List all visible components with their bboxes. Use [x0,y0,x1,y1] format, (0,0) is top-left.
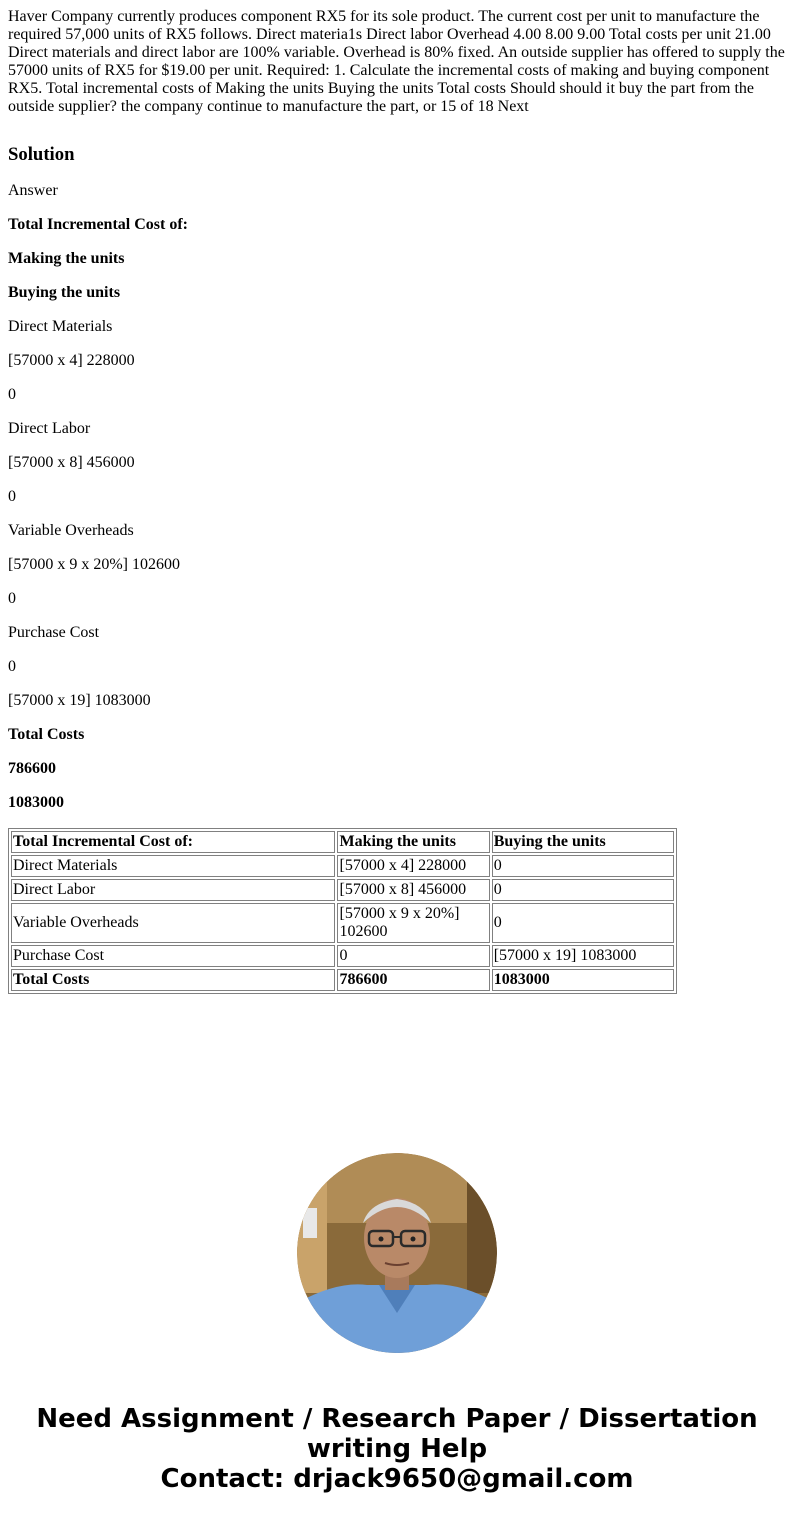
table-total-cell: 1083000 [492,969,674,991]
table-header-cell: Total Incremental Cost of: [11,831,335,853]
answer-line: Direct Materials [8,318,113,335]
answer-line: Variable Overheads [8,522,134,539]
answer-line: [57000 x 8] 456000 [8,454,135,471]
answer-line: 786600 [8,760,56,777]
answer-line: Making the units [8,250,125,267]
answer-line: 1083000 [8,794,64,811]
table-cell: [57000 x 8] 456000 [337,879,489,901]
answer-line: [57000 x 19] 1083000 [8,692,151,709]
author-avatar [297,1153,497,1353]
table-cell: [57000 x 9 x 20%] 102600 [337,903,489,943]
incremental-cost-table [8,828,677,994]
answer-lines [8,216,786,812]
table-row [11,903,674,943]
answer-line: 0 [8,658,16,675]
table-cell: Direct Materials [11,855,335,877]
table-cell: Direct Labor [11,879,335,901]
table-header-cell: Making the units [337,831,489,853]
answer-line: 0 [8,488,16,505]
table-cell: Purchase Cost [11,945,335,967]
avatar-portrait-image [297,1153,497,1353]
table-cell: 0 [492,879,674,901]
table-row [11,879,674,901]
table-total-cell: 786600 [337,969,489,991]
solution-heading: Solution [8,144,75,165]
answer-line: 0 [8,386,16,403]
answer-line: 0 [8,590,16,607]
answer-line: Purchase Cost [8,624,100,641]
answer-label: Answer [8,182,58,199]
answer-line: Buying the units [8,284,121,301]
promo-contact: Contact: drjack9650@gmail.com [160,1464,634,1494]
table-cell: [57000 x 4] 228000 [337,855,489,877]
promo-banner [0,1404,794,1494]
table-total-row [11,969,674,991]
table-cell: 0 [492,903,674,943]
answer-line: [57000 x 9 x 20%] 102600 [8,556,180,573]
answer-block [8,182,786,812]
question-text: Haver Company currently produces component RX5 for its sole product. The current cost per unit to manufacture the required 57,000 units of RX5 follows. Direct materia1s Direct labor Overhead 4.00 8.00 9.00 Total costs per unit 21.00 Direct materials and direct labor are 100% variable. Overhead is 80% fixed. An outside supplier has offered to supply the 57000 units of RX5 for $19.00 per unit. Required: 1. Calculate the incremental costs of making and buying component RX5. Total incremental costs of Making the units Buying the units Total costs Should should it buy the part from the outside supplier? the company continue to manufacture the part, or 15 of 18 Next [8,8,785,115]
table-header-cell: Buying the units [492,831,674,853]
promo-headline: Need Assignment / Research Paper / Dissertation writing Help [36,1404,758,1464]
answer-line: Total Incremental Cost of: [8,216,188,233]
table-cell: 0 [492,855,674,877]
answer-line: [57000 x 4] 228000 [8,352,135,369]
table-total-cell: Total Costs [11,969,335,991]
table-row [11,945,674,967]
answer-line: Total Costs [8,726,85,743]
table-cell: 0 [337,945,489,967]
answer-line: Direct Labor [8,420,91,437]
table-cell: Variable Overheads [11,903,335,943]
table-row [11,855,674,877]
table-cell: [57000 x 19] 1083000 [492,945,674,967]
table-header-row [11,831,674,853]
